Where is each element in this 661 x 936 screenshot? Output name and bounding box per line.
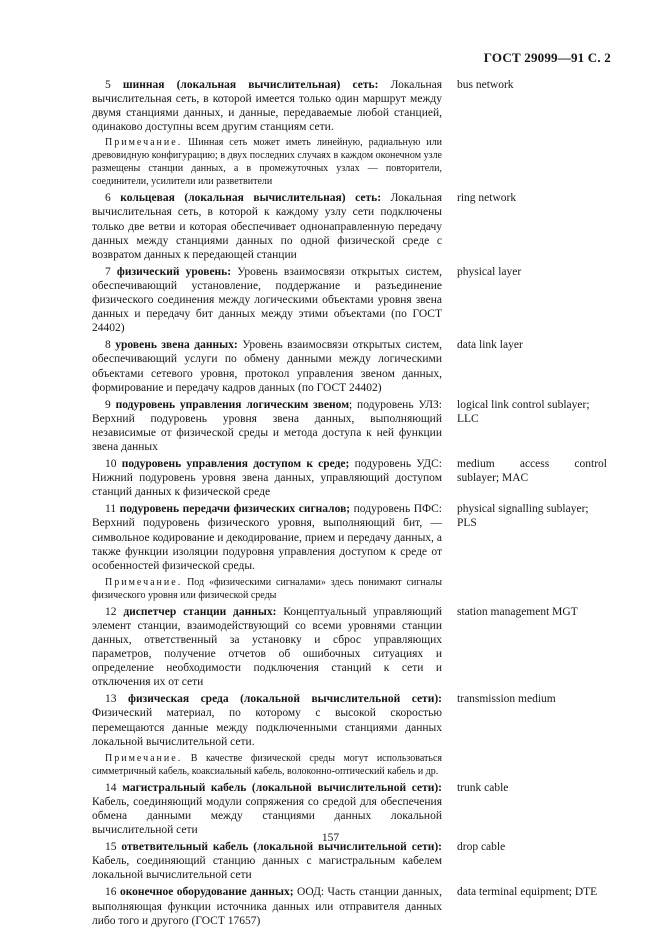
term-entry-8 bbox=[0, 338, 661, 394]
note-2 bbox=[0, 576, 661, 602]
entry-number: 7 bbox=[105, 265, 111, 278]
entry-english-term: data link layer bbox=[457, 339, 523, 352]
terms-list bbox=[0, 78, 661, 928]
entry-definition: Кабель, соединяющий станцию данных с магистральным кабелем локальной вычислительной сети bbox=[92, 855, 442, 882]
term-entry-14 bbox=[0, 781, 661, 837]
entry-definition: Кабель, соединяющий модули сопряжения со средой для обеспечения обмена данными между станциями данных локальной вычислительной сети bbox=[92, 795, 442, 837]
entry-number: 16 bbox=[105, 886, 117, 899]
entry-text bbox=[92, 457, 442, 499]
entry-english-term: transmission medium bbox=[457, 693, 556, 706]
entry-english-term: drop cable bbox=[457, 841, 506, 854]
entry-text bbox=[92, 338, 442, 394]
term-entry-9 bbox=[0, 398, 661, 454]
entry-term: уровень звена данных: bbox=[115, 339, 238, 352]
note-body: Под «физическими сигналами» здесь понимают сигналы физического уровня или физической среды bbox=[92, 576, 443, 601]
term-entry-6 bbox=[0, 191, 661, 261]
entry-number: 6 bbox=[105, 192, 111, 205]
entry-term: кольцевая (локальная вычислительная) сеть: bbox=[120, 192, 382, 205]
note-text bbox=[92, 752, 442, 778]
entry-definition: Уровень взаимосвязи открытых систем, обеспечивающий установление, поддержание и разъединение физического соединения между логическими объектами уровня звена данных и передачу бит данных между этими объектами (по ГОСТ 24402) bbox=[92, 265, 443, 335]
entry-english-term: data terminal equipment; DTE bbox=[457, 886, 598, 899]
note-3 bbox=[0, 752, 661, 778]
note-body: В качестве физической среды могут использоваться симметричный кабель, коаксиальный кабель, волоконно-оптический кабель и др. bbox=[92, 752, 443, 777]
entry-term: подуровень управления доступом к среде; bbox=[121, 458, 350, 471]
entry-term: шинная (локальная вычислительная) сеть: bbox=[122, 79, 379, 91]
note-label: Примечание. bbox=[105, 137, 183, 149]
term-entry-11 bbox=[0, 502, 661, 572]
entry-term: ответвительный кабель (локальной вычислительной сети): bbox=[121, 841, 442, 854]
note-1 bbox=[0, 136, 661, 188]
entry-number: 14 bbox=[105, 781, 117, 794]
page-header: ГОСТ 29099—91 С. 2 bbox=[483, 50, 611, 65]
term-entry-12 bbox=[0, 605, 661, 690]
entry-definition: Локальная вычислительная сеть, в которой имеется только один маршрут между двумя станциями данных, и данные, передаваемые любой станцией, одинаково доступны всем другим станциям сети. bbox=[92, 79, 442, 134]
entry-text bbox=[92, 191, 442, 261]
entry-number: 15 bbox=[105, 841, 117, 854]
entry-text bbox=[92, 840, 442, 882]
term-entry-15 bbox=[0, 840, 661, 882]
entry-english-term: station management MGT bbox=[457, 605, 578, 618]
term-entry-13 bbox=[0, 692, 661, 748]
entry-text bbox=[92, 398, 442, 454]
entry-term: магистральный кабель (локальной вычислительной сети): bbox=[122, 781, 442, 794]
entry-definition: Локальная вычислительная сеть, в которой к каждому узлу сети подключены только две ветви и которая обеспечивает однонаправленную передачу данных между станциями данных по одной физической среде с возвратом данных к передающей станции bbox=[92, 192, 442, 261]
term-entry-7 bbox=[0, 265, 661, 335]
entry-english-term: medium access control sublayer; MAC bbox=[457, 458, 607, 485]
entry-term: подуровень управления логическим звеном bbox=[115, 398, 350, 411]
note-label: Примечание. bbox=[105, 576, 183, 588]
entry-english-term: physical signalling sublayer; PLS bbox=[457, 503, 589, 530]
entry-number: 9 bbox=[105, 398, 111, 411]
entry-number: 8 bbox=[105, 339, 111, 352]
note-text bbox=[92, 136, 442, 188]
entry-number: 5 bbox=[105, 79, 111, 91]
entry-term: диспетчер станции данных: bbox=[123, 605, 277, 618]
entry-english-term: physical layer bbox=[457, 265, 522, 278]
entry-term: физическая среда (локальной вычислительной сети): bbox=[128, 693, 442, 706]
note-text bbox=[92, 576, 442, 602]
page-number: 157 bbox=[321, 832, 340, 844]
entry-english-term: ring network bbox=[457, 192, 517, 205]
entry-number: 10 bbox=[105, 458, 117, 471]
entry-text bbox=[92, 502, 442, 572]
entry-english-term: logical link control sublayer; LLC bbox=[457, 398, 590, 425]
entry-english-term: bus network bbox=[457, 79, 514, 91]
entry-text bbox=[92, 692, 442, 748]
entry-definition: Концептуальный управляющий элемент станции, взаимодействующий со всеми уровнями станции данных, ответственный за установку и сброс управляющих параметров, получение отчетов об ошибочных ситуациях и определение необходимости подключения станций к сети и отключения их от сети bbox=[92, 605, 443, 689]
entry-number: 11 bbox=[105, 503, 117, 516]
entry-english-term: trunk cable bbox=[457, 781, 509, 794]
entry-definition: подуровень ПФС: Верхний подуровень физического уровня, выполняющий бит, — символьное кодирование и декодирование, прием и передачу данных, а также функции изоляции подуровня управления доступом к среде от особенностей физической среды. bbox=[92, 503, 442, 572]
entry-text bbox=[92, 781, 442, 837]
entry-number: 12 bbox=[105, 605, 117, 618]
entry-number: 13 bbox=[105, 693, 117, 706]
entry-term: подуровень передачи физических сигналов; bbox=[119, 503, 351, 516]
note-body: Шинная сеть может иметь линейную, радиальную или древовидную конфигурацию; в двух последних случаях в каждом оконечном узле размещены станции данных, а в промежуточных узлах — повторители, соединители, усилители или разветвители bbox=[92, 137, 443, 188]
entry-text bbox=[92, 885, 442, 927]
entry-definition: Физический материал, по которому с высокой скоростью перемещаются данные между подключенными станциями данных локальной вычислительной сети. bbox=[92, 707, 442, 748]
entry-text bbox=[92, 605, 442, 690]
note-label: Примечание. bbox=[105, 752, 183, 764]
entry-term: физический уровень: bbox=[116, 265, 232, 278]
entry-definition: Уровень взаимосвязи открытых систем, обеспечивающий услуги по обмену данными между логическими объектами сетевого уровня, протокол управления звеном данных, формирование и передачу кадров данных (по ГОСТ 24402) bbox=[92, 339, 443, 394]
term-entry-10 bbox=[0, 457, 661, 499]
entry-definition: ; подуровень УЛЗ: Верхний подуровень уровня звена данных, выполняющий независимые от физической среды и метода доступа к ней функции звена данных bbox=[92, 398, 443, 453]
entry-definition: подуровень УДС: Нижний подуровень уровня звена данных, управляющий доступом станций данных к физической среде bbox=[92, 458, 442, 499]
entry-text bbox=[92, 78, 442, 134]
entry-definition: ООД: Часть станции данных, выполняющая функции источника данных или отправителя данных либо того и другого (ГОСТ 17657) bbox=[92, 886, 443, 927]
entry-text bbox=[92, 265, 442, 335]
entry-term: оконечное оборудование данных; bbox=[119, 886, 294, 899]
term-entry-5 bbox=[0, 78, 661, 134]
term-entry-16 bbox=[0, 885, 661, 927]
